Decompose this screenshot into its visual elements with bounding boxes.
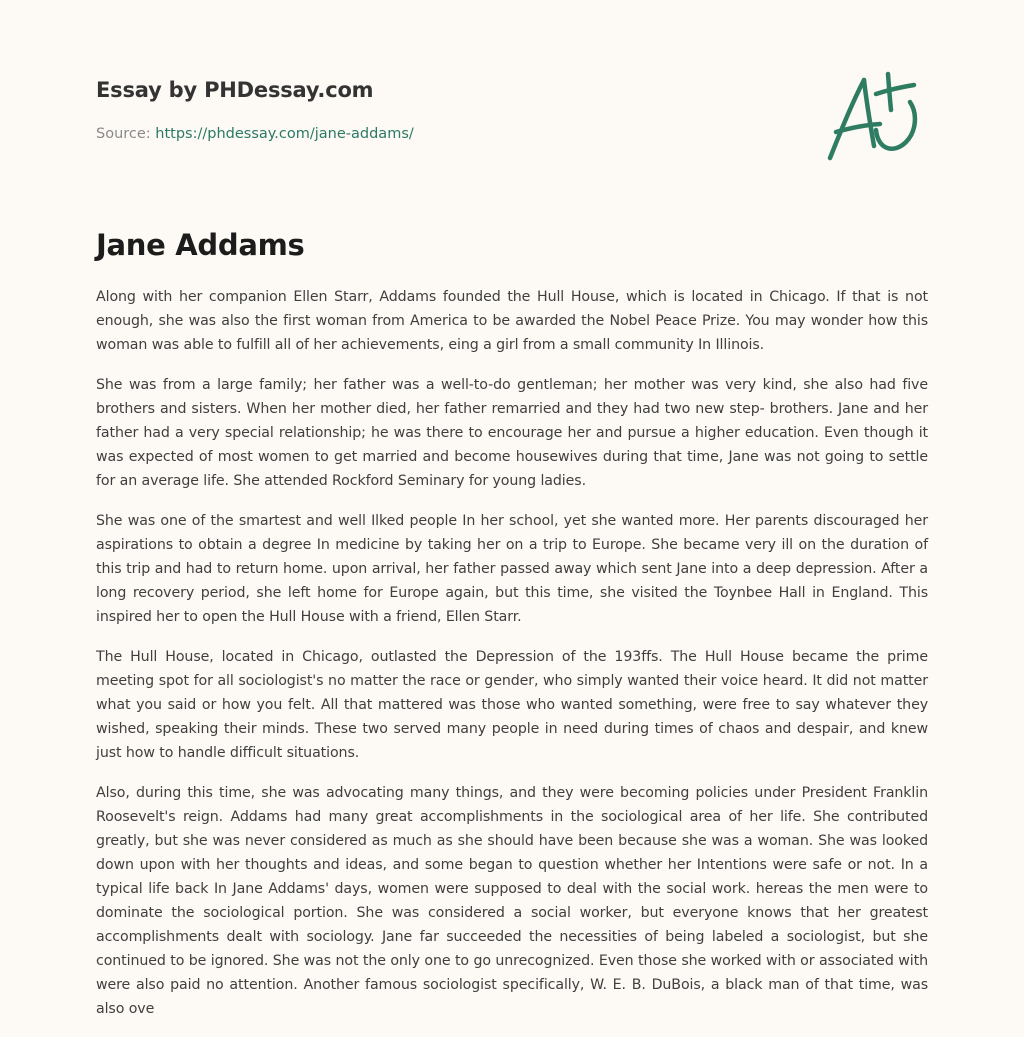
source-label: Source: [96,126,156,142]
essay-paragraph: The Hull House, located in Chicago, outlasted the Depression of the 193ffs. The Hull House became the prime meeting spot for all sociologist's no matter the race or gender, who simply wanted their voice heard. It did not matter what you said or how you felt. All that mattered was those who wanted something, were free to say whatever they wished, speaking their minds. These two served many people in need during times of chaos and despair, and knew just how to handle difficult situations. [96,649,928,761]
site-title: Essay by PHDessay.com [96,78,374,102]
source-line [96,124,414,144]
essay-paragraph: She was one of the smartest and well Ilked people In her school, yet she wanted more. Her parents discouraged her aspirations to obtain a degree In medicine by taking her on a trip to Europe. She became very ill on the duration of this trip and had to return home. upon arrival, her father passed away which sent Jane into a deep depression. After a long recovery period, she left home for Europe again, but this time, she visited the Toynbee Hall in England. This inspired her to open the Hull House with a friend, Ellen Starr. [96,513,928,625]
page-header [96,74,928,142]
essay-paragraph: She was from a large family; her father was a well-to-do gentleman; her mother was very kind, she also had five brothers and sisters. When her mother died, her father remarried and they had two new step- brothers. Jane and her father had a very special relationship; he was there to encourage her and pursue a higher education. Even though it was expected of most women to get married and become housewives during that time, Jane was not going to settle for an average life. She attended Rockford Seminary for young ladies. [96,377,928,489]
essay-body [96,285,928,1037]
essay-title: Jane Addams [96,228,305,262]
essay-paragraph: Also, during this time, she was advocating many things, and they were becoming policies under President Franklin Roosevelt's reign. Addams had many great accomplishments in the sociological area of her life. She contributed greatly, but she was never considered as much as she should have been because she was a woman. She was looked down upon with her thoughts and ideas, and some began to question whether her Intentions were safe or not. In a typical life back In Jane Addams' days, women were supposed to deal with the social work. hereas the men were to dominate the sociological portion. She was considered a social worker, but everyone knows that her greatest accomplishments dealt with sociology. Jane far succeeded the necessities of being labeled a sociologist, but she continued to be ignored. She was not the only one to go unrecognized. Even those she worked with or associated with were also paid no attention. Another famous sociologist specifically, W. E. B. DuBois, a black man of that time, was also ove [96,785,928,1017]
essay-paragraph: Along with her companion Ellen Starr, Addams founded the Hull House, which is located in Chicago. If that is not enough, she was also the first woman from America to be awarded the Nobel Peace Prize. You may wonder how this woman was able to fulfill all of her achievements, eing a girl from a small community In Illinois. [96,289,928,353]
a-plus-grade-icon [822,68,928,164]
source-link[interactable]: https://phdessay.com/jane-addams/ [155,126,414,142]
